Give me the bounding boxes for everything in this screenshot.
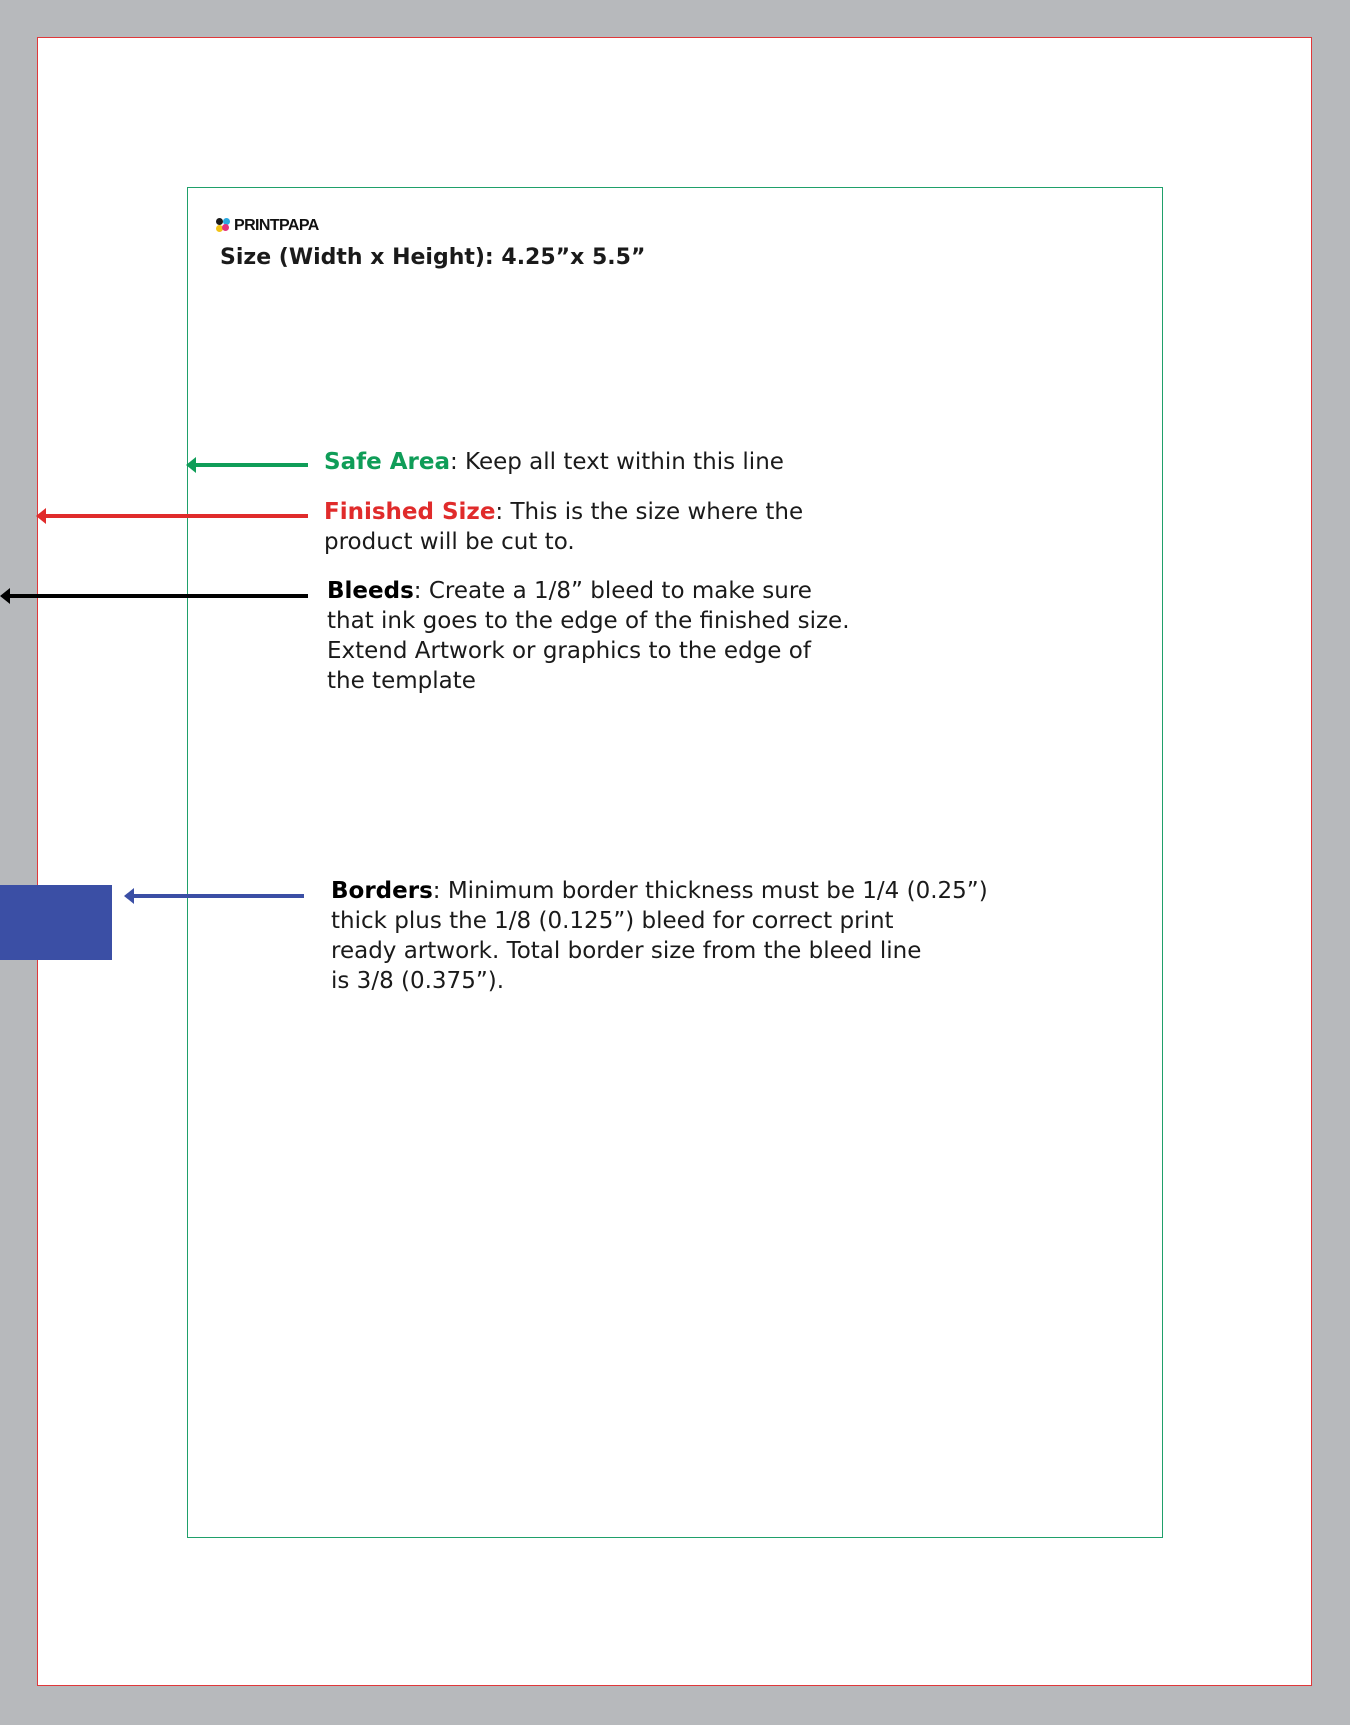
bleeds-text: : Create a 1/8” bleed to make sure [413,578,812,604]
logo-text: PRINTPAPA [234,217,319,234]
printpapa-logo [216,216,319,236]
borders-text: : Minimum border thickness must be 1/4 (0.25”) [432,878,988,904]
safe-area-label: Safe Area [324,449,450,475]
safe-area-line [187,187,1163,1538]
borders-text-line4: is 3/8 (0.375”). [331,968,505,994]
bleeds-text-line3: Extend Artwork or graphics to the edge of [327,638,811,664]
borders-label: Borders [331,878,433,904]
border-swatch [0,885,112,960]
safe-area-text: : Keep all text within this line [449,449,784,475]
borders-arrow [126,894,304,898]
safe-area-note [324,447,784,477]
logo-mark-icon [216,218,232,234]
bleeds-text-line4: the template [327,668,476,694]
bleeds-arrow [2,594,308,598]
template-size-title: Size (Width x Height): 4.25”x 5.5” [220,245,646,270]
bleeds-note [327,576,850,696]
bleeds-label: Bleeds [327,578,414,604]
finished-size-text-line2: product will be cut to. [324,529,575,555]
finished-size-label: Finished Size [324,499,496,525]
finished-size-note [324,497,803,557]
finished-size-arrow [38,514,308,518]
finished-size-text: : This is the size where the [495,499,804,525]
borders-note [331,876,988,996]
borders-text-line2: thick plus the 1/8 (0.125”) bleed for correct print [331,908,894,934]
bleeds-text-line2: that ink goes to the edge of the finished size. [327,608,850,634]
borders-text-line3: ready artwork. Total border size from the bleed line [331,938,922,964]
safe-area-arrow [188,463,308,467]
